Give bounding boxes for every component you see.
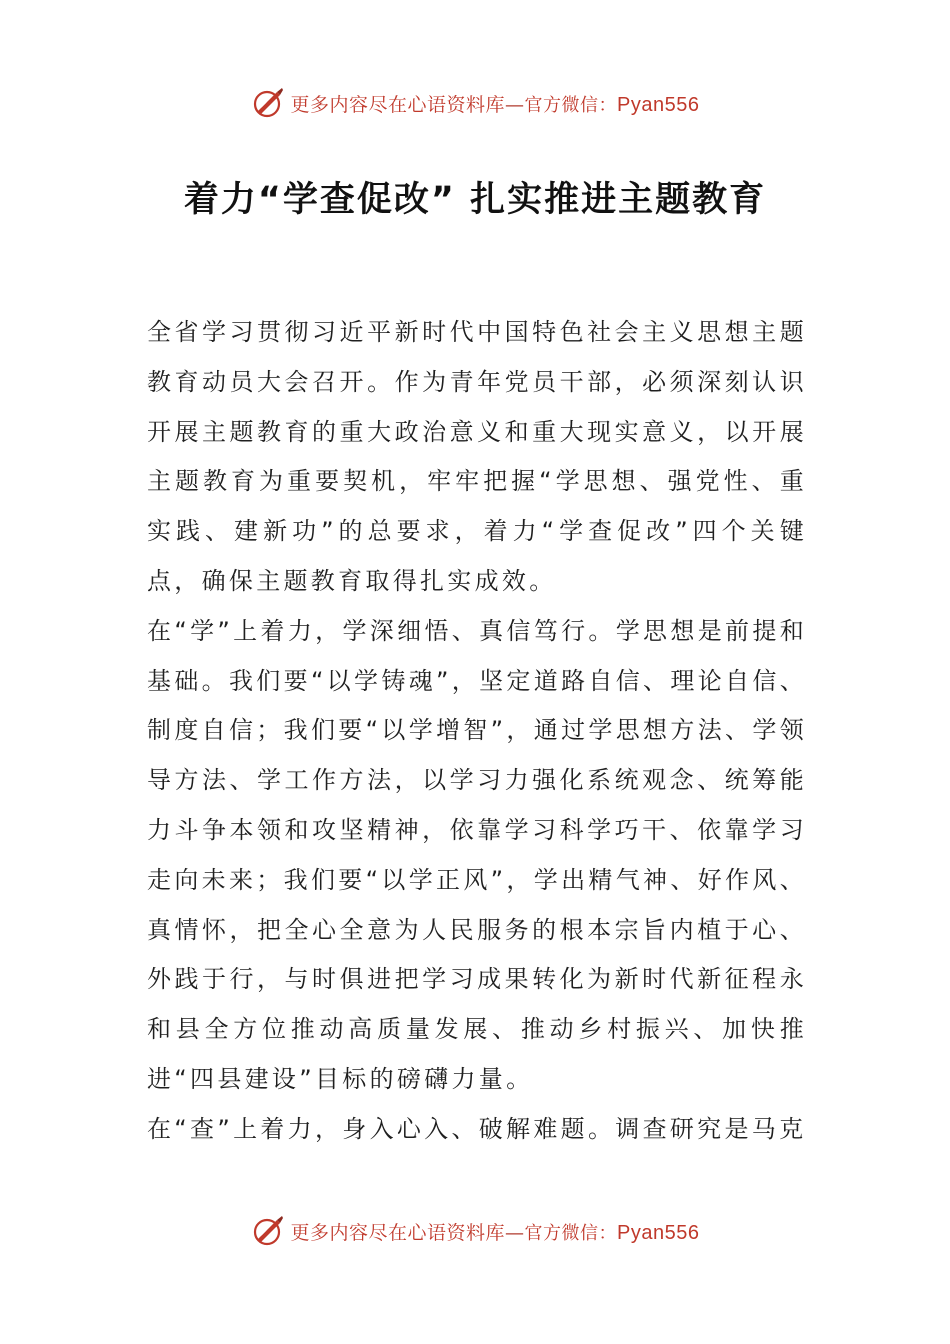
banner-caption [291, 90, 700, 117]
document-body [147, 308, 807, 1155]
paragraph-intro: 全省学习贯彻习近平新时代中国特色社会主义思想主题教育动员大会召开。作为青年党员干部，必须深刻认识开展主题教育的重大政治意义和重大现实意义，以开展主题教育为重要契机，牢牢把握“学思想、强党性、重实践、建新功”的总要求，着力“学查促改”四个关键点，确保主题教育取得扎实成效。 [147, 318, 807, 595]
header-banner [0, 83, 950, 123]
banner-separator: — [505, 1221, 525, 1244]
quill-pen-logo-icon [251, 1214, 285, 1248]
paragraph-study: 在“学”上着力，学深细悟、真信笃行。学思想是前提和基础。我们要“以学铸魂”，坚定道路自信、理论自信、制度自信；我们要“以学增智”，通过学思想方法、学领导方法、学工作方法，以学习力强化系统观念、统筹能力斗争本领和攻坚精神，依靠学习科学巧干、依靠学习走向未来；我们要“以学正风”，学出精气神、好作风、真情怀，把全心全意为人民服务的根本宗旨内植于心、外践于行，与时俱进把学习成果转化为新时代新征程永和县全方位推动高质量发展、推动乡村振兴、加快推进“四县建设”目标的磅礴力量。 [147, 616, 807, 1093]
banner-site-text: 更多内容尽在心语资料库 [290, 1221, 506, 1244]
banner-wechat-label: 官方微信： [524, 94, 618, 116]
footer-banner [0, 1211, 950, 1251]
banner-caption [291, 1218, 700, 1245]
quill-pen-logo-icon [251, 86, 285, 120]
banner-wechat-label: 官方微信： [524, 1222, 618, 1244]
banner-site-text: 更多内容尽在心语资料库 [290, 93, 506, 116]
paragraph-inspect: 在“查”上着力，身入心入、破解难题。调查研究是马克 [147, 1114, 807, 1143]
banner-separator: — [505, 93, 525, 116]
document-title: 着力“学查促改” 扎实推进主题教育 [183, 180, 767, 220]
banner-wechat-id: Pyan556 [617, 1221, 700, 1244]
banner-wechat-id: Pyan556 [617, 93, 700, 116]
